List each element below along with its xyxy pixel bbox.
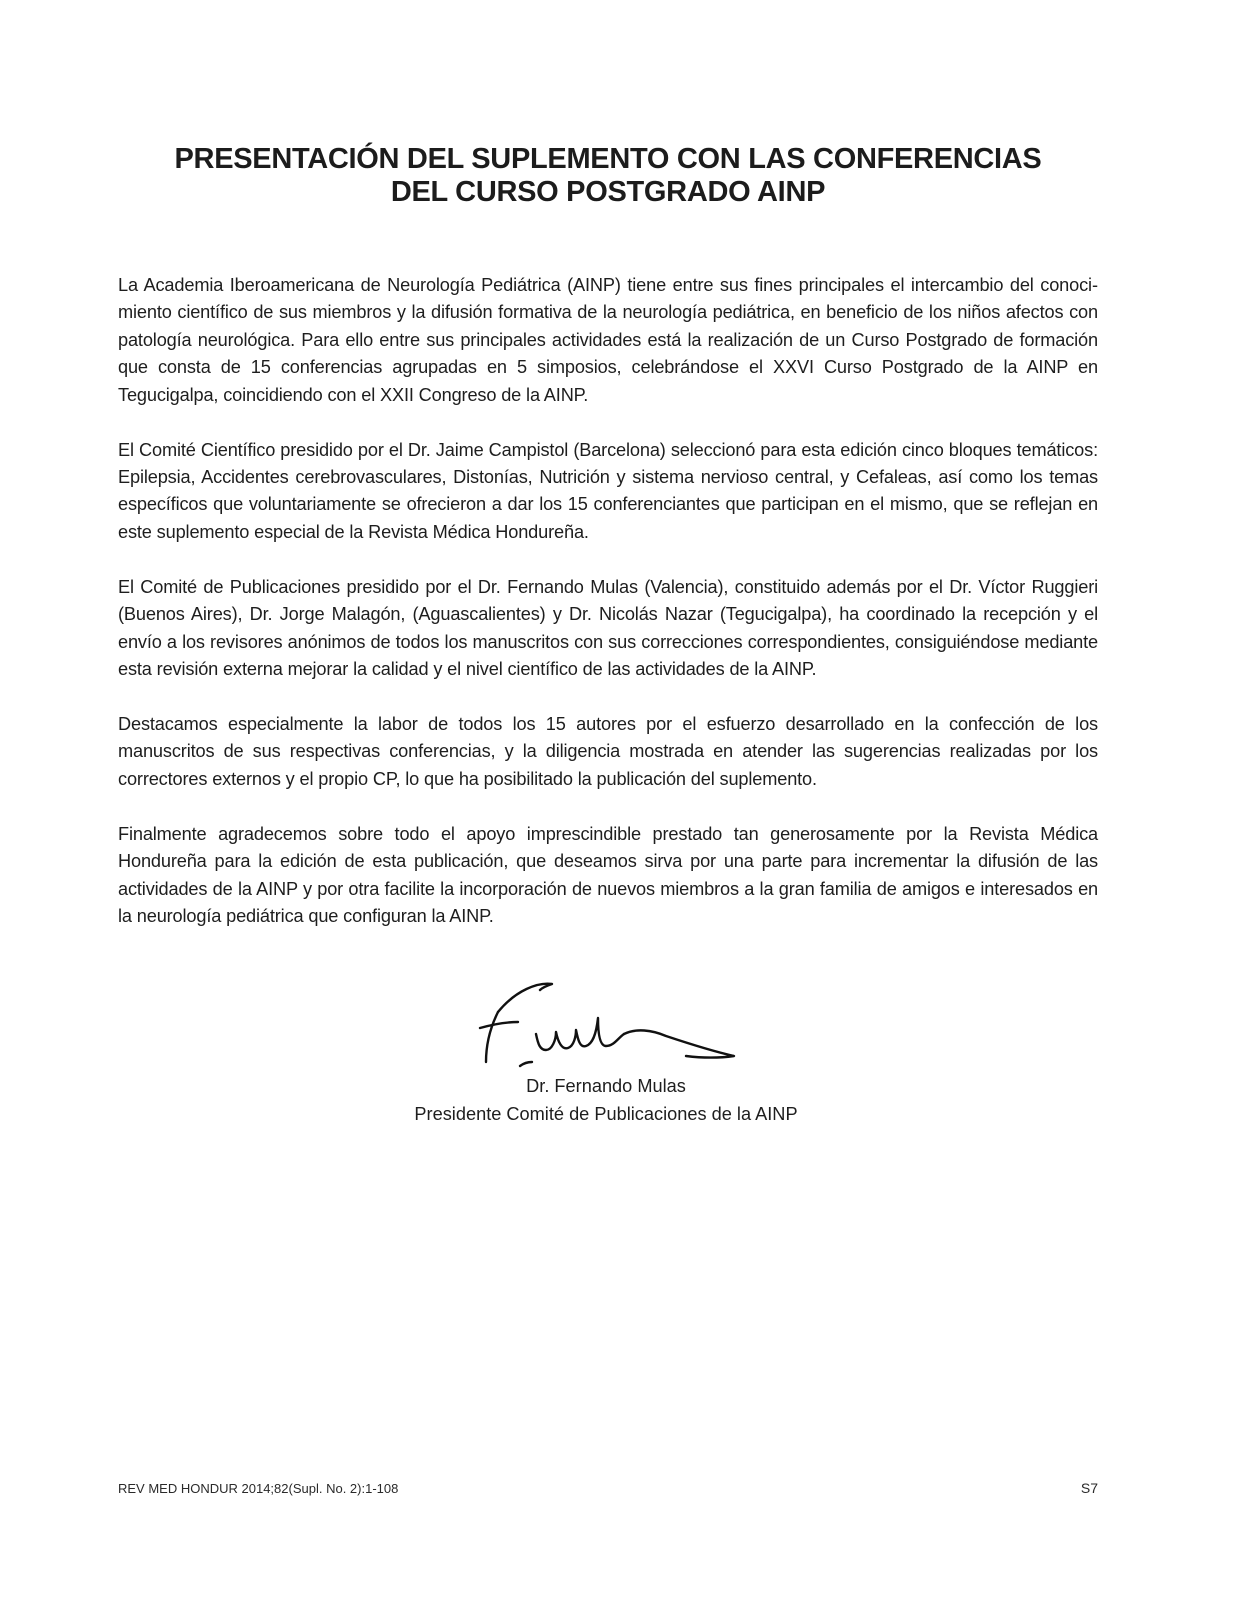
body-text: [118, 272, 1098, 958]
paragraph-scientific-committee: El Comité Científico presidido por el Dr. Jaime Campistol (Barcelona) seleccionó para esta edición cinco bloques temáticos: Epilepsia, Accidentes cerebrovasculares, Distonías, Nutrición y sistema nervioso central, y Cefaleas, así como los temas específicos que voluntariamente se ofrecieron a dar los 15 conferenciantes que participan en el mismo, que se reflejan en este suplemento especial de la Revista Médica Hondureña.: [118, 439, 1098, 542]
signatory-name: Dr. Fernando Mulas: [526, 1076, 686, 1096]
title-line-1: PRESENTACIÓN DEL SUPLEMENTO CON LAS CONFERENCIAS: [174, 143, 1042, 175]
handwritten-signature: [476, 978, 746, 1078]
page-title: [118, 143, 1098, 209]
title-line-2: DEL CURSO POSTGRADO AINP: [390, 176, 826, 208]
signatory-role: Presidente Comité de Publicaciones de la AINP: [414, 1104, 798, 1124]
paragraph-intro: La Academia Iberoamericana de Neurología Pediátrica (AINP) tiene entre sus fines principales el intercambio del conocimiento científico de sus miembros y la difusión formativa de la neurología pediátrica, en beneficio de los niños afectos con patología neurológica. Para ello entre sus principales actividades está la realización de un Curso Postgrado de formación que consta de 15 conferencias agrupadas en 5 simposios, celebrándose el XXVI Curso Postgrado de la AINP en Tegucigalpa, coincidiendo con el XXII Congreso de la AINP.: [118, 275, 1098, 405]
paragraph-acknowledgements: Finalmente agradecemos sobre todo el apoyo imprescindible prestado tan generosamente por la Revista Médica Hondureña para la edición de esta publicación, que deseamos sirva por una parte para incrementar la difusión de las actividades de la AINP y por otra facilite la incorporación de nuevos miembros a la gran familia de amigos e interesados en la neurología pediátrica que configuran la AINP.: [118, 823, 1098, 927]
paragraph-authors: Destacamos especialmente la labor de todos los 15 autores por el esfuerzo desarrollado en la confección de los manuscritos de sus respectivas conferencias, y la diligencia mostrada en atender las sugerencias realizadas por los correctores externos y el propio CP, lo que ha posibilitado la publicación del suplemento.: [118, 714, 1098, 789]
journal-citation: REV MED HONDUR 2014;82(Supl. No. 2):1-108: [118, 1481, 399, 1496]
paragraph-publications-committee: El Comité de Publicaciones presidido por el Dr. Fernando Mulas (Valencia), constituido además por el Dr. Víctor Ruggieri (Buenos Aires), Dr. Jorge Malagón, (Aguascalientes) y Dr. Nicolás Nazar (Tegucigalpa), ha coordinado la recepción y el envío a los revisores anónimos de todos los manuscritos con sus correcciones correspondientes, consiguiéndose mediante esta revisión externa mejorar la calidad y el nivel científico de las actividades de la AINP.: [118, 576, 1098, 680]
page-number: S7: [1080, 1480, 1098, 1496]
